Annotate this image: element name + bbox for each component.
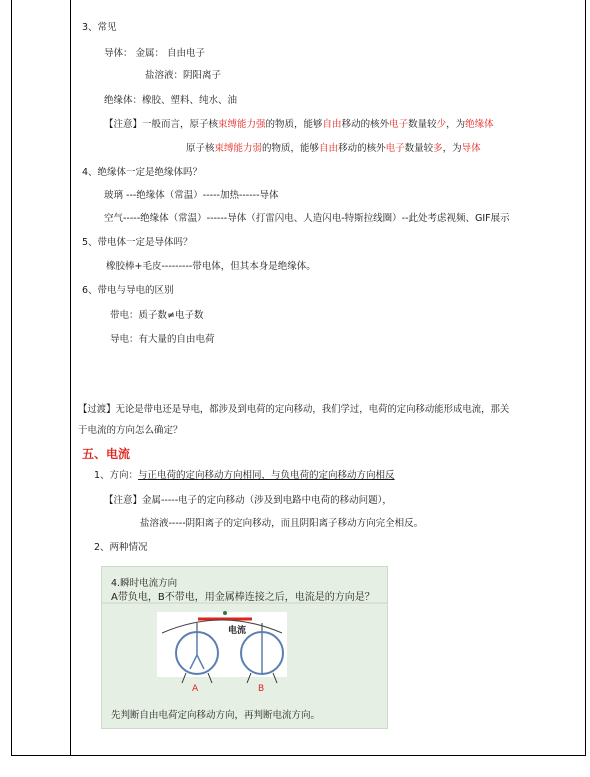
note-conductor-line [186, 143, 481, 155]
text: 【注意】一般而言，原子核 [104, 119, 219, 130]
highlight: 绝缘体 [465, 119, 494, 130]
highlight: 电子 [389, 119, 409, 130]
transition-line-2: 于电流的方向怎么确定？ [78, 425, 183, 436]
conduct-definition: 导电：有大量的自由电荷 [110, 334, 215, 345]
figure-question: A带负电，B不带电，用金属棒连接之后，电流是的方向是？ [111, 592, 375, 603]
rod-label: 电流 [228, 626, 247, 636]
label-a: A [192, 684, 199, 694]
text: ，为 [446, 119, 466, 130]
text: 移动的核外 [341, 119, 390, 130]
direction-line [94, 470, 395, 482]
text: 移动的核外 [338, 143, 386, 154]
two-cases-heading: 2、两种情况 [94, 542, 148, 553]
label-b: B [258, 684, 265, 694]
air-line: 空气-----绝缘体（常温）------导体（打雷闪电、人造闪电-特斯拉线圈）--此处考虑视频、GIF展示 [104, 213, 510, 224]
note-salt-line: 盐溶液-----阴阳离子的定向移动，而且阴阳离子移动方向完全相反。 [140, 518, 424, 529]
highlight: 自由 [319, 143, 339, 154]
text: 数量较 [404, 143, 434, 154]
charged-definition: 带电：质子数≠电子数 [110, 310, 204, 321]
insulator-line: 绝缘体：橡胶、塑料、纯水、油 [104, 95, 238, 106]
table-border-right [585, 0, 586, 756]
figure-title: 4.瞬时电流方向 [111, 578, 178, 589]
highlight: 束缚能力弱 [214, 143, 263, 154]
note-insulator-line [104, 119, 494, 131]
transition-line-1: 【过渡】无论是带电还是导电，都涉及到电荷的定向移动，我们学过，电荷的定向移动能形成电流，那关 [78, 404, 510, 415]
text: 数量较 [408, 119, 437, 130]
text: ，为 [442, 143, 462, 154]
section-3-heading: 3、常见 [82, 22, 117, 33]
section-6-heading: 6、带电与导电的区别 [82, 285, 174, 296]
section-4-heading: 4、绝缘体一定是绝缘体吗？ [82, 167, 203, 178]
rubber-rod-line: 橡胶棒+毛皮---------带电体，但其本身是绝缘体。 [106, 261, 316, 272]
underlined-definition: 与正电荷的定向移动方向相同，与负电荷的定向移动方向相反 [138, 470, 395, 481]
section-5-current-heading: 五、电流 [82, 447, 131, 461]
text: 1、方向： [94, 470, 139, 481]
text: 的物质，能够 [262, 143, 320, 154]
note-metal-line: 【注意】金属-----电子的定向移动（涉及到电路中电荷的移动问题）， [104, 495, 392, 506]
table-border-bottom [11, 755, 586, 756]
highlight: 自由 [322, 119, 342, 130]
conductor-salt-line: 盐溶液：阴阳离子 [145, 70, 222, 81]
diagram-background [157, 612, 287, 677]
highlight: 电子 [385, 143, 405, 154]
glass-line: 玻璃 ---绝缘体（常温）-----加热------导体 [104, 190, 279, 201]
highlight: 多 [433, 143, 443, 154]
highlight: 束缚能力强 [218, 119, 266, 130]
section-5-heading: 5、带电体一定是导体吗？ [82, 237, 193, 248]
current-direction-figure [101, 566, 388, 729]
text: 的物质，能够 [265, 119, 323, 130]
text: 原子核 [186, 143, 215, 154]
highlight: 少 [436, 119, 447, 130]
table-border-divider [70, 0, 71, 756]
table-border-left [11, 0, 12, 756]
figure-note: 先判断自由电荷定向移动方向，再判断电流方向。 [111, 710, 321, 721]
conductor-metal-line: 导体： 金属： 自由电子 [104, 48, 206, 59]
highlight: 导体 [461, 143, 481, 154]
rod-handle [223, 611, 227, 615]
